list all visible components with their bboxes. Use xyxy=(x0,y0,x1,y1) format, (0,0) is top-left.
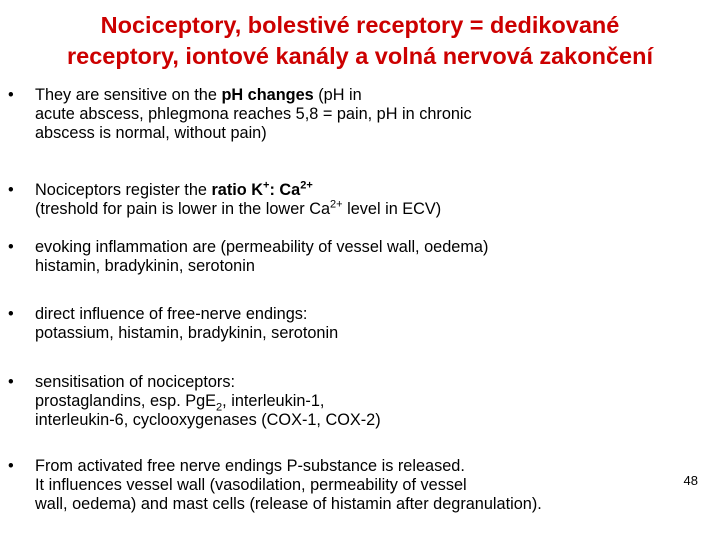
bullet-sensitisation xyxy=(8,373,708,430)
b3-line-2: histamin, bradykinin, serotonin xyxy=(35,257,255,275)
b5-line-2-sub: 2 xyxy=(216,401,223,414)
bullet-inflammation xyxy=(8,238,708,276)
b3-line-1: evoking inflammation are (permeability of vessel wall, oedema) xyxy=(35,238,489,256)
b5-line-2a: prostaglandins, esp. PgE xyxy=(35,392,217,410)
b1-line-3: abscess is normal, without pain) xyxy=(35,124,267,142)
b6-line-1: From activated free nerve endings P-substance is released. xyxy=(35,457,465,475)
title-line-2: receptory, iontové kanály a volná nervová zakončení xyxy=(67,43,653,69)
title-line-1: Nociceptory, bolestivé receptory = dedikované xyxy=(100,12,620,38)
b5-line-3: interleukin-6, cyclooxygenases (COX-1, COX-2) xyxy=(35,411,381,429)
slide-title xyxy=(0,10,720,72)
b1-line-2: acute abscess, phlegmona reaches 5,8 = pain, pH in chronic xyxy=(35,105,472,123)
b6-line-3: wall, oedema) and mast cells (release of histamin after degranulation). xyxy=(35,495,542,513)
bullet-direct-influence xyxy=(8,305,708,343)
bullet-ph-changes xyxy=(8,86,708,143)
bullet-dot: • xyxy=(8,86,14,104)
b2-line-2a: (treshold for pain is lower in the lower Ca xyxy=(35,200,331,218)
b5-line-2b: , interleukin-1, xyxy=(222,392,325,410)
b4-line-2: potassium, histamin, bradykinin, serotonin xyxy=(35,324,339,342)
bullet-dot: • xyxy=(8,373,14,391)
b2-line-2-sup: 2+ xyxy=(330,198,343,211)
b4-line-1: direct influence of free-nerve endings: xyxy=(35,305,308,323)
bullet-dot: • xyxy=(8,238,14,256)
b2-text-a: Nociceptors register the xyxy=(35,181,212,199)
bullet-dot: • xyxy=(8,181,14,199)
bullet-dot: • xyxy=(8,457,14,475)
b2-line-2b: level in ECV) xyxy=(342,200,442,218)
bullet-p-substance xyxy=(8,457,708,514)
b1-text-a: They are sensitive on the xyxy=(35,86,222,104)
b6-line-2: It influences vessel wall (vasodilation, permeability of vessel xyxy=(35,476,467,494)
b1-bold: pH changes xyxy=(221,86,314,104)
b5-line-1: sensitisation of nociceptors: xyxy=(35,373,236,391)
bullet-ratio xyxy=(8,181,708,219)
page-number: 48 xyxy=(683,473,698,488)
bullet-dot: • xyxy=(8,305,14,323)
b2-bold: ratio K+: $Ca^{2+}$ xyxy=(211,179,313,199)
b1-text-c: (pH in xyxy=(313,86,362,104)
